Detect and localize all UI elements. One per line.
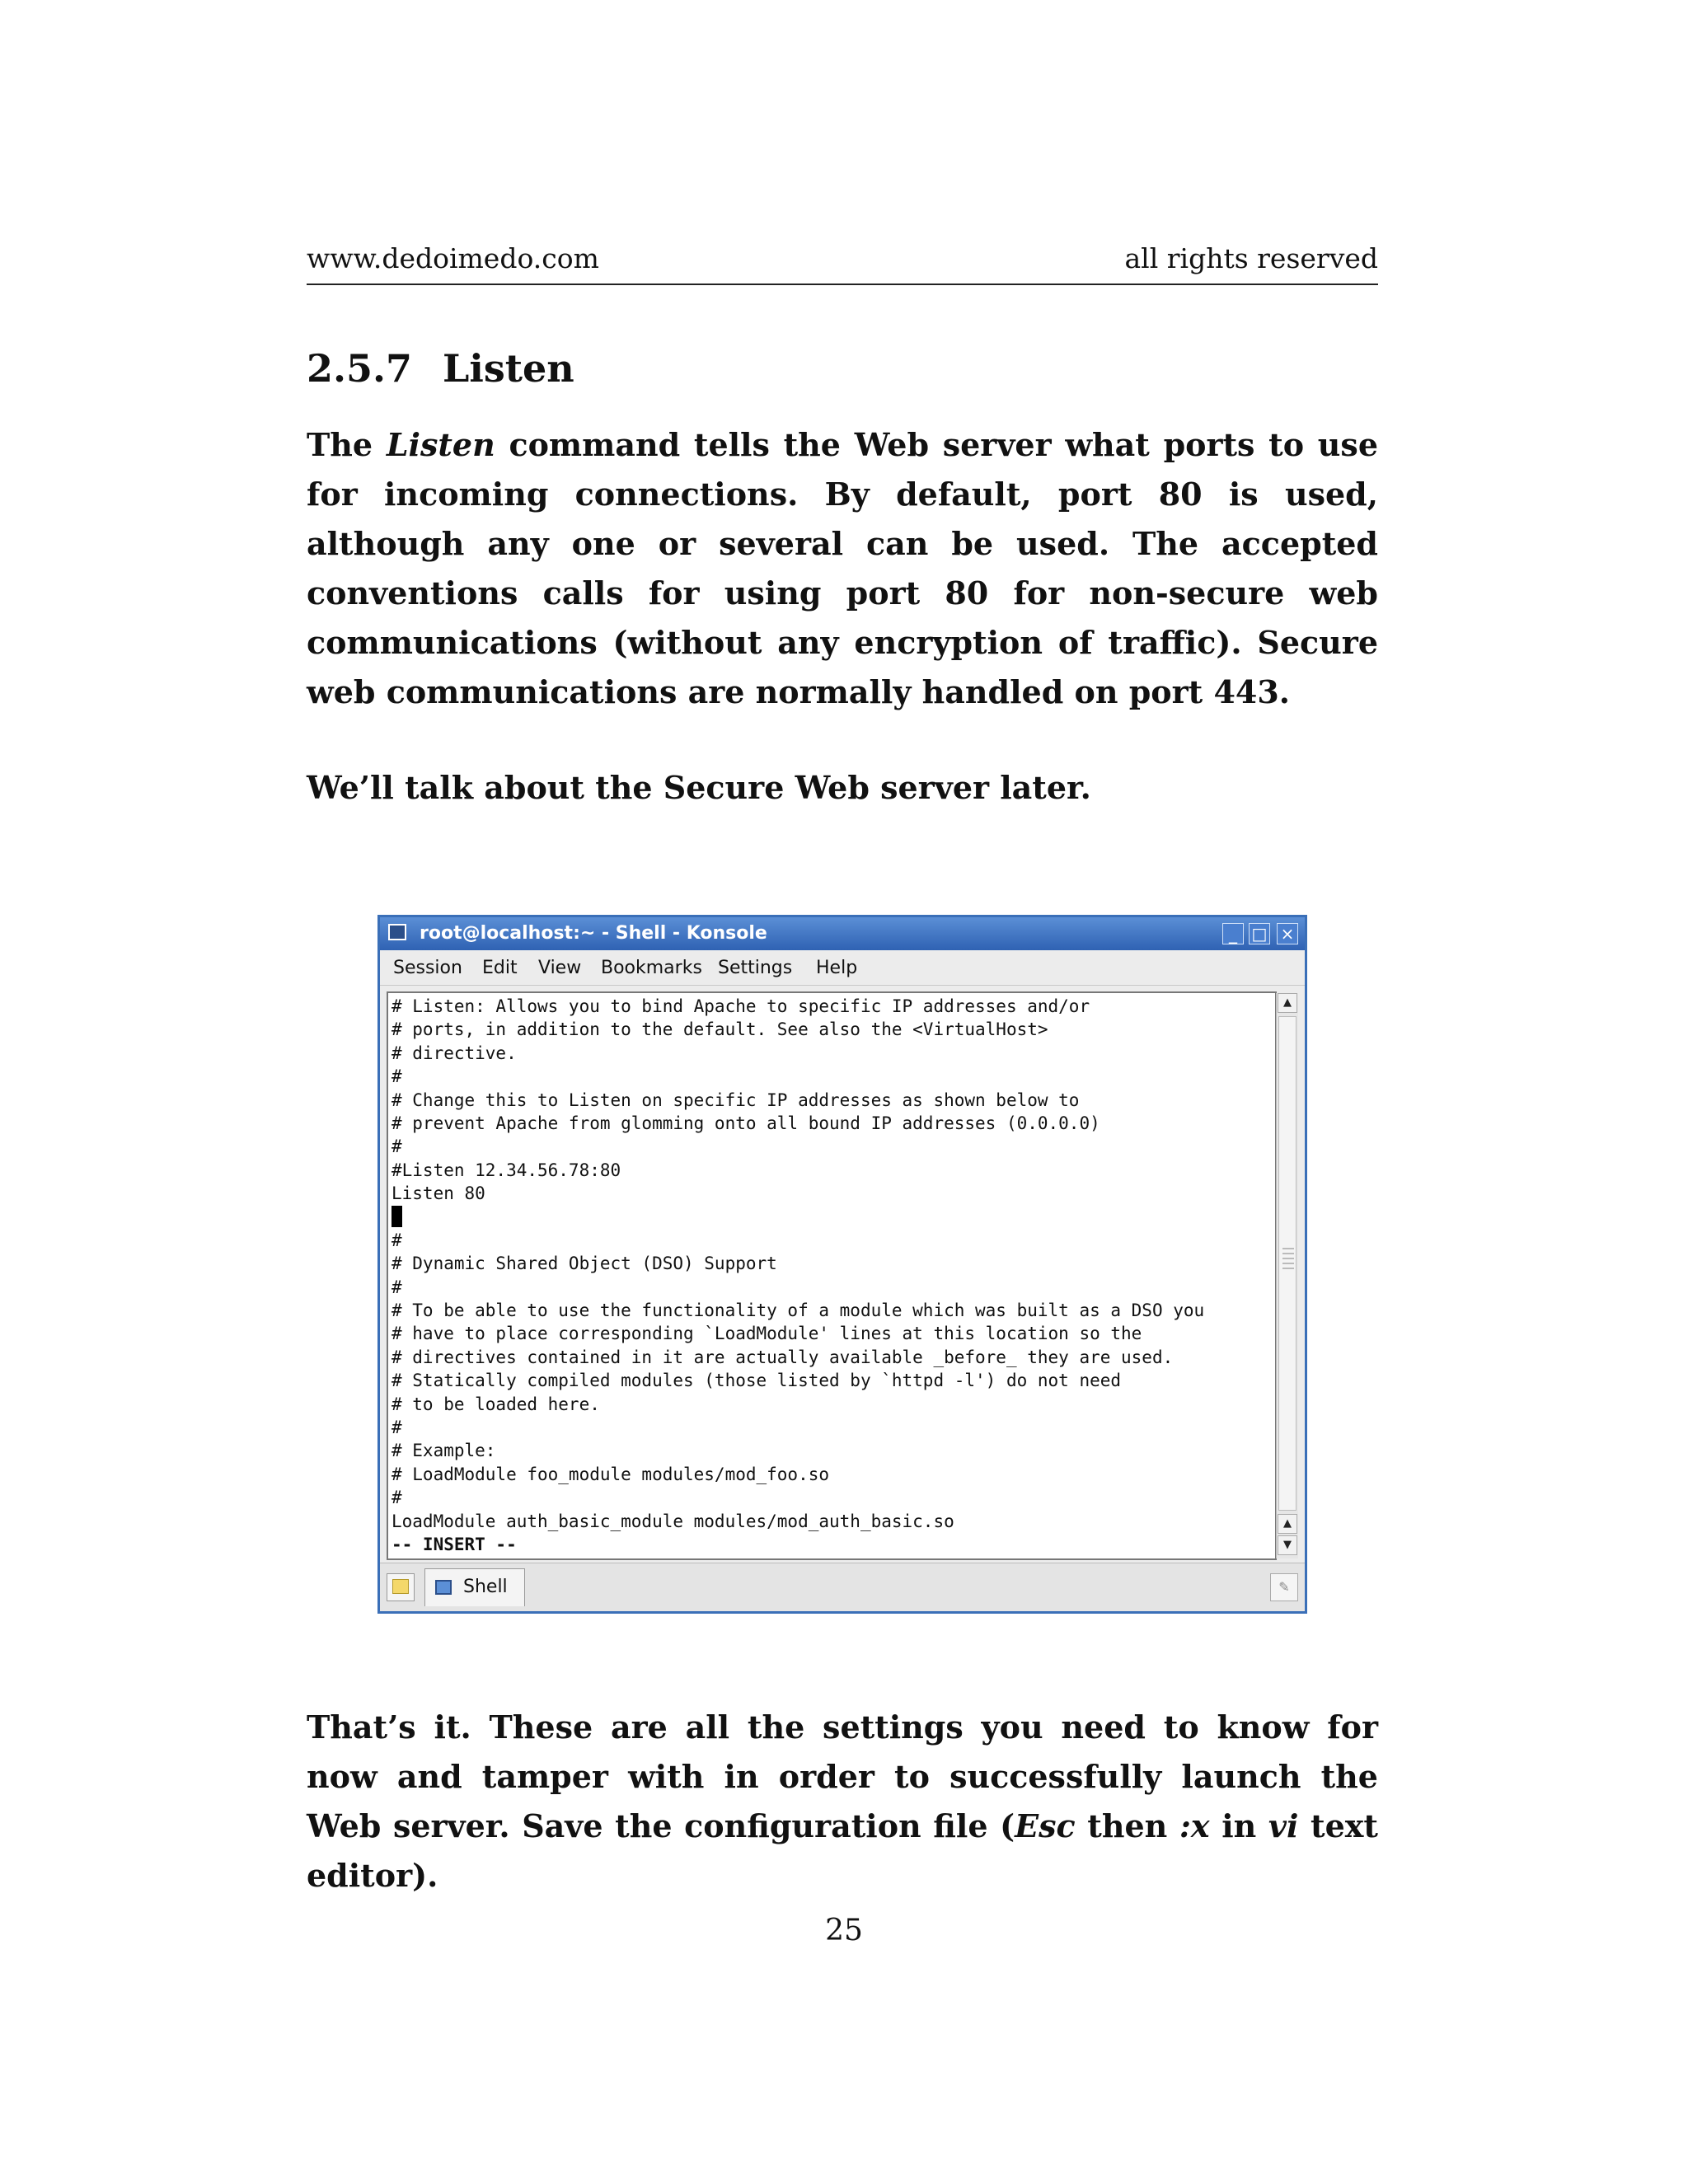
paragraph-conclusion — [307, 1703, 1378, 1900]
menu-bar — [380, 950, 1305, 986]
header-rights: all rights reserved — [1124, 242, 1378, 274]
terminal-line: # Statically compiled modules (those listed by `httpd -l') do not need — [392, 1371, 1122, 1391]
close-icon[interactable]: × — [1277, 923, 1298, 944]
menu-help[interactable]: Help — [816, 958, 858, 978]
terminal-line: # directives contained in it are actually available _before_ they are used. — [392, 1347, 1174, 1367]
window-titlebar — [380, 917, 1305, 950]
emphasis-x: :x — [1179, 1807, 1210, 1844]
menu-edit[interactable]: Edit — [482, 958, 518, 978]
new-session-button[interactable] — [387, 1573, 415, 1601]
text-run: The — [307, 426, 387, 463]
terminal-line: # prevent Apache from glomming onto all bound IP addresses (0.0.0.0) — [392, 1113, 1100, 1133]
scrollbar-track[interactable] — [1278, 1016, 1296, 1511]
running-header — [307, 241, 1378, 285]
terminal-line: # have to place corresponding `LoadModule' lines at this location so the — [392, 1324, 1142, 1344]
terminal-line: # — [392, 1137, 402, 1157]
terminal-line: # — [392, 1277, 402, 1297]
paragraph-listen-intro — [307, 420, 1378, 717]
terminal-line: # to be loaded here. — [392, 1394, 600, 1414]
section-number: 2.5.7 — [307, 346, 413, 391]
menu-bookmarks[interactable]: Bookmarks — [601, 958, 702, 978]
text-run: then — [1075, 1807, 1179, 1844]
tab-label: Shell — [463, 1577, 508, 1597]
terminal-line: -- INSERT -- — [392, 1534, 517, 1554]
section-heading — [307, 346, 574, 391]
text-cursor — [392, 1206, 402, 1227]
window-title: root@localhost:~ - Shell - Konsole — [420, 923, 767, 944]
terminal-line: # Dynamic Shared Object (DSO) Support — [392, 1254, 777, 1274]
close-session-button[interactable]: ✎ — [1270, 1573, 1298, 1601]
terminal-line: # — [392, 1066, 402, 1087]
menu-settings[interactable]: Settings — [718, 958, 793, 978]
terminal-line: # — [392, 1230, 402, 1250]
terminal-line: # Example: — [392, 1441, 496, 1461]
section-title: Listen — [443, 346, 574, 391]
scroll-down-icon[interactable]: ▼ — [1278, 1535, 1297, 1555]
scrollbar[interactable] — [1276, 993, 1298, 1558]
terminal-text — [392, 995, 1204, 1556]
scroll-up-icon[interactable]: ▲ — [1278, 993, 1297, 1013]
terminal-line: # LoadModule foo_module modules/mod_foo.so — [392, 1464, 830, 1484]
menu-view[interactable]: View — [538, 958, 582, 978]
terminal-line: # directive. — [392, 1043, 517, 1063]
menu-session[interactable]: Session — [393, 958, 462, 978]
text-run: in — [1209, 1807, 1268, 1844]
page-number: 25 — [825, 1914, 863, 1947]
emphasis-listen: Listen — [386, 426, 495, 463]
terminal-line: # — [392, 1418, 402, 1438]
terminal-line: Listen 80 — [392, 1183, 485, 1204]
terminal-line: # — [392, 1488, 402, 1508]
konsole-window-screenshot — [377, 915, 1307, 1614]
tab-bar — [380, 1563, 1305, 1611]
terminal-area[interactable] — [387, 991, 1277, 1560]
terminal-line: # To be able to use the functionality of a module which was built as a DSO you — [392, 1301, 1205, 1321]
maximize-icon[interactable]: □ — [1249, 923, 1270, 944]
terminal-line: # Change this to Listen on specific IP addresses as shown below to — [392, 1090, 1080, 1110]
terminal-line — [392, 1206, 1204, 1229]
scroll-up-small-icon[interactable]: ▲ — [1278, 1514, 1297, 1534]
terminal-icon — [435, 1580, 452, 1595]
emphasis-vi: vi — [1268, 1807, 1299, 1844]
text-run: That’s it. These are all the settings you need to know for now and tamper with in order to successfully launch the Web server. Save the configuration file ( — [307, 1708, 1378, 1844]
scrollbar-grip[interactable] — [1282, 1248, 1294, 1272]
terminal-icon — [388, 924, 406, 940]
text-run: command tells the Web server what ports to use for incoming connections. By default, port 80 is used, although any one or several can be used. The accepted conventions calls for using port 80 for non-secure web communications (without any encryption of traffic). Secure web communications are normally handled on port 443. — [307, 426, 1378, 710]
emphasis-esc: Esc — [1015, 1807, 1076, 1844]
text-run: text editor). — [307, 1807, 1378, 1894]
new-tab-icon — [392, 1579, 409, 1594]
terminal-line: #Listen 12.34.56.78:80 — [392, 1160, 621, 1180]
terminal-line: # Listen: Allows you to bind Apache to specific IP addresses and/or — [392, 996, 1090, 1016]
header-site: www.dedoimedo.com — [307, 242, 599, 274]
paragraph-secure-later: We’ll talk about the Secure Web server later. — [307, 769, 1091, 806]
terminal-line: LoadModule auth_basic_module modules/mod_auth_basic.so — [392, 1511, 954, 1531]
terminal-line: # ports, in addition to the default. See also the <VirtualHost> — [392, 1019, 1048, 1040]
tab-shell[interactable] — [424, 1568, 525, 1606]
minimize-icon[interactable]: _ — [1222, 923, 1244, 944]
